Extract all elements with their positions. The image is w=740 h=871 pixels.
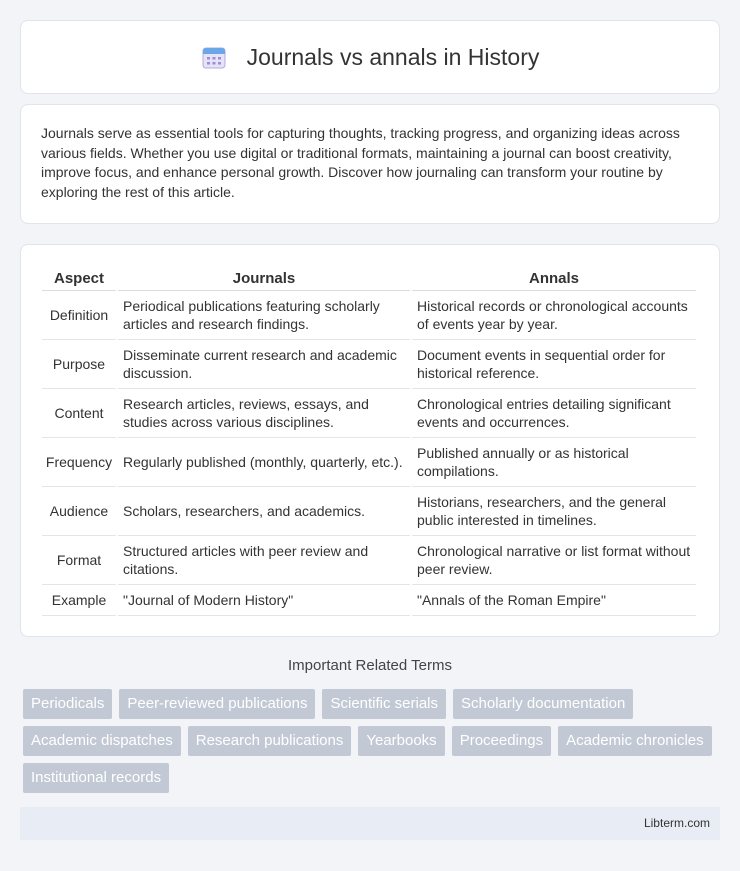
term-tag[interactable]: Research publications [188,726,352,756]
table-row [42,487,696,536]
term-tag[interactable]: Yearbooks [358,726,444,756]
term-tag[interactable]: Academic chronicles [558,726,712,756]
column-header: Aspect [42,265,116,291]
table-row [42,536,696,585]
annals-cell: Historians, researchers, and the general public interested in timelines. [412,487,696,536]
header-card [20,20,720,94]
term-tag[interactable]: Scholarly documentation [453,689,633,719]
annals-cell: Published annually or as historical compilations. [412,438,696,487]
journals-cell: Periodical publications featuring scholarly articles and research findings. [118,291,410,340]
term-tag[interactable]: Proceedings [452,726,551,756]
annals-cell: Chronological narrative or list format without peer review. [412,536,696,585]
table-header-row [42,265,696,291]
aspect-cell: Audience [42,487,116,536]
table-row [42,389,696,438]
journals-cell: Structured articles with peer review and citations. [118,536,410,585]
aspect-cell: Content [42,389,116,438]
table-row [42,585,696,616]
journals-cell: Disseminate current research and academic discussion. [118,340,410,389]
annals-cell: "Annals of the Roman Empire" [412,585,696,616]
aspect-cell: Format [42,536,116,585]
term-tag[interactable]: Academic dispatches [23,726,181,756]
related-terms-title: Important Related Terms [288,657,452,674]
aspect-cell: Example [42,585,116,616]
aspect-cell: Frequency [42,438,116,487]
term-tag[interactable]: Peer-reviewed publications [119,689,315,719]
column-header: Journals [118,265,410,291]
journals-cell: Regularly published (monthly, quarterly, etc.). [118,438,410,487]
comparison-card [20,244,720,637]
annals-cell: Historical records or chronological accounts of events year by year. [412,291,696,340]
footer-link[interactable]: Libterm.com [643,816,710,830]
table-row [42,438,696,487]
aspect-cell: Definition [42,291,116,340]
related-terms-list [23,689,723,800]
journals-cell: Research articles, reviews, essays, and studies across various disciplines. [118,389,410,438]
intro-card [20,104,720,224]
table-row [42,340,696,389]
calendar-icon [201,44,227,70]
term-tag[interactable]: Scientific serials [322,689,446,719]
table-row [42,291,696,340]
journals-cell: Scholars, researchers, and academics. [118,487,410,536]
term-tag[interactable]: Institutional records [23,763,169,793]
comparison-table [40,265,698,616]
intro-text: Journals serve as essential tools for capturing thoughts, tracking progress, and organizing ideas across various fields. Whether you use digital or traditional formats, maintaining a journal can boost creativity, improve focus, and enhance personal growth. Discover how journaling can transform your routine by exploring the rest of this article. [41,125,680,200]
footer [20,807,720,840]
journals-cell: "Journal of Modern History" [118,585,410,616]
page-title: Journals vs annals in History [246,43,540,70]
column-header: Annals [412,265,696,291]
annals-cell: Chronological entries detailing significant events and occurrences. [412,389,696,438]
aspect-cell: Purpose [42,340,116,389]
term-tag[interactable]: Periodicals [23,689,112,719]
annals-cell: Document events in sequential order for historical reference. [412,340,696,389]
